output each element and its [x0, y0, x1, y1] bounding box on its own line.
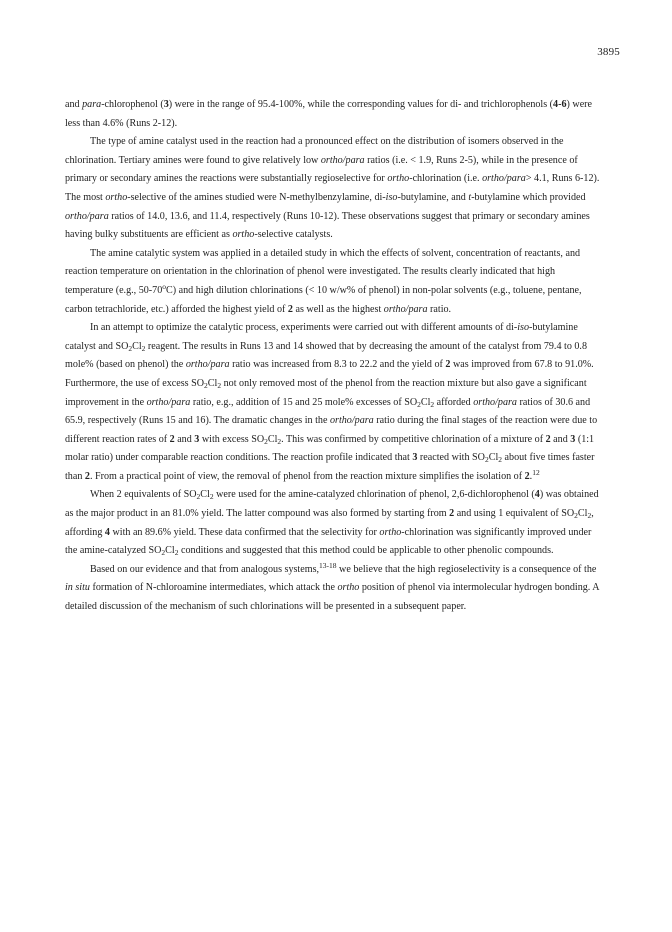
text-run: Cl — [200, 489, 210, 501]
body-text — [65, 96, 600, 617]
text-run: Cl — [488, 452, 499, 464]
text-run: C) and high dilution chlorinations (< 10 w/w% of phenol) in non-polar solvents (e.g., toluene, pentane, carbon tetrachloride, etc.) afforded the highest yield of — [65, 284, 582, 315]
text-run: -selective catalysts. — [254, 229, 333, 241]
text-run: Cl — [420, 396, 431, 408]
text-run: 2 — [264, 436, 268, 446]
paragraph — [65, 319, 600, 486]
paragraph — [65, 96, 600, 133]
text-run: ) were in the range of 95.4-100%, while the corresponding values for di- and trichlorophenols ( — [168, 99, 554, 110]
paragraph — [65, 245, 600, 319]
text-run: (1:1 molar ratio) under comparable reaction conditions. The reaction profile indicated that — [65, 433, 595, 464]
text-run: 2 — [161, 548, 166, 558]
text-run: conditions and suggested that this method could be applicable to other phenolic compounds. — [178, 545, 554, 557]
text-run: and using 1 equivalent of SO — [454, 508, 575, 520]
text-run: 13-18 — [319, 560, 337, 570]
text-run: and — [65, 99, 83, 110]
text-run: Cl — [165, 545, 175, 557]
text-run: -butylamine which provided — [471, 191, 586, 203]
text-run: Based on our evidence and that from analogous systems, — [90, 563, 320, 575]
text-run: The amine catalytic system was applied in a detailed study in which the effects of solvent, concentration of reactants, and reaction temperature on orientation in the chlorination of phenol were investigated. The results clearly indicated that high temperature (e.g., 50-70 — [65, 247, 581, 296]
text-run: ratio, e.g., addition of 15 and 25 mole% excesses of SO — [190, 396, 418, 408]
text-run: ortho/para — [146, 396, 191, 408]
text-run: ratios of 30.6 and 65.9, respectively (Runs 15 and 16). The dramatic changes in the — [65, 396, 591, 427]
text-run: ortho/para — [383, 303, 428, 315]
text-run: not only removed most of the phenol from the reaction mixture but also gave a significant improvement in the — [65, 377, 587, 408]
text-run: -butylamine catalyst and SO — [65, 322, 578, 352]
text-run: When 2 equivalents of SO — [90, 489, 197, 501]
text-run: 2 — [209, 492, 214, 502]
text-run: , affording — [65, 508, 594, 538]
text-run: was improved from 67.8 to 91.0%. Furthermore, the use of excess SO — [65, 359, 594, 389]
text-run: ortho — [387, 173, 410, 185]
page-number: 3895 — [597, 46, 620, 58]
text-run: o — [162, 281, 167, 291]
text-run: ortho/para — [65, 210, 109, 222]
text-run: 2 — [574, 511, 578, 521]
text-run: Cl — [577, 508, 588, 520]
text-run: -butylamine, and — [397, 191, 469, 203]
text-run: we believe that the high regioselectivity is a consequence of the — [336, 563, 597, 575]
text-run: ortho/para — [320, 154, 365, 166]
text-run: in situ — [65, 582, 90, 594]
text-run: iso — [385, 191, 398, 203]
text-run: ortho — [379, 526, 402, 538]
text-run: 4 — [534, 489, 540, 501]
text-run: about five times faster than — [65, 452, 595, 482]
text-run: ) were less than 4.6% (Runs 2-12). — [65, 99, 593, 129]
text-run: position of phenol via intermolecular hydrogen bonding. A detailed discussion of the mechanism of such chlorinations will be presented in a subsequent paper. — [65, 582, 600, 613]
text-run: 3 — [194, 433, 200, 445]
text-run: 2 — [84, 470, 90, 482]
text-run: ratios of 14.0, 13.6, and 11.4, respectively (Runs 10-12). These observations suggest that primary or secondary amines having bulky substituents are efficient as — [65, 210, 590, 241]
text-run: 12 — [532, 467, 540, 477]
text-run: 2 — [430, 399, 435, 409]
text-run: reagent. The results in Runs 13 and 14 showed that by decreasing the amount of the catalyst from 79.4 to 0.8 mole% (based on phenol) the — [65, 340, 588, 371]
text-run: The type of amine catalyst used in the reaction had a pronounced effect on the distribution of isomers observed in the chlorination. Tertiary amines were found to give relatively low — [65, 136, 564, 166]
text-run: 2 — [141, 343, 146, 353]
text-run: 2 — [204, 380, 208, 390]
text-run: 2 — [484, 455, 489, 465]
text-run: reacted with SO — [417, 452, 485, 464]
text-run: ortho/para — [482, 173, 526, 185]
text-run: In an attempt to optimize the catalytic process, experiments were carried out with different amounts of di- — [90, 322, 518, 334]
text-run: ortho/para — [185, 359, 230, 371]
text-run: and — [550, 433, 571, 445]
text-run: were used for the amine-catalyzed chlorination of phenol, 2,6-dichlorophenol ( — [213, 489, 535, 501]
text-run: 2 — [169, 433, 175, 445]
text-run: ) was obtained as the major product in an 81.0% yield. The latter compound was also formed by starting from — [65, 489, 599, 520]
text-run: -selective of the amines studied were N-methylbenzylamine, di- — [127, 191, 386, 203]
text-run: 2 — [498, 455, 503, 465]
text-run: ratio during the final stages of the reaction were due to different reaction rates of — [65, 415, 598, 445]
text-run: Cl — [207, 377, 218, 389]
text-run: 2 — [545, 433, 551, 445]
paragraph — [65, 486, 600, 560]
text-run: -chlorination (i.e. — [409, 173, 483, 185]
text-run: 2 — [217, 380, 222, 390]
text-run: 4-6 — [553, 99, 567, 110]
text-run: formation of N-chloroamine intermediates, which attack the — [89, 582, 338, 594]
text-run: 2 — [174, 548, 179, 558]
text-run: 2 — [128, 343, 133, 353]
text-run: as well as the highest — [292, 303, 384, 315]
text-run: -chlorophenol ( — [101, 99, 164, 110]
text-run: 3 — [163, 99, 169, 110]
text-run: 2 — [524, 470, 530, 482]
text-run: 2 — [417, 399, 421, 409]
text-run: and — [174, 433, 195, 445]
text-run: . From a practical point of view, the removal of phenol from the reaction mixture simplifies the isolation of — [89, 470, 525, 482]
text-run: afforded — [434, 396, 474, 408]
text-run: 2 — [196, 492, 201, 502]
text-run: > 4.1, Runs 6-12). The most — [65, 173, 600, 203]
text-run: ratios (i.e. < 1.9, Runs 2-5), while in the presence of primary or secondary amines the reactions were substantially regioselective for — [65, 154, 578, 185]
text-run: . This was confirmed by competitive chlorination of a mixture of — [281, 433, 546, 445]
text-run: ortho/para — [473, 396, 517, 408]
text-run: para — [82, 99, 102, 110]
paragraph — [65, 561, 600, 617]
text-run: iso — [517, 322, 530, 334]
text-run: ortho — [232, 229, 255, 241]
text-run: . — [529, 470, 533, 482]
text-run: Cl — [132, 340, 142, 352]
text-run: 2 — [449, 508, 455, 520]
text-run: Cl — [267, 433, 278, 445]
text-run: ortho/para — [329, 415, 374, 427]
text-run: ortho — [337, 582, 360, 594]
text-run: 2 — [287, 303, 293, 315]
text-run: 2 — [445, 359, 451, 371]
text-run: 2 — [587, 511, 592, 521]
text-run: ortho — [105, 191, 128, 203]
text-run: -chlorination was significantly improved under the amine-catalyzed SO — [65, 526, 592, 557]
text-run: t — [468, 191, 472, 203]
paragraph — [65, 133, 600, 245]
text-run: 4 — [104, 526, 110, 538]
text-run: 3 — [412, 452, 418, 464]
text-run: with an 89.6% yield. These data confirmed that the selectivity for — [109, 526, 380, 538]
text-run: 3 — [570, 433, 576, 445]
text-run: ratio was increased from 8.3 to 22.2 and the yield of — [229, 359, 446, 371]
text-run: with excess SO — [199, 433, 265, 445]
text-run: ratio. — [427, 303, 452, 315]
text-run: 2 — [277, 436, 282, 446]
